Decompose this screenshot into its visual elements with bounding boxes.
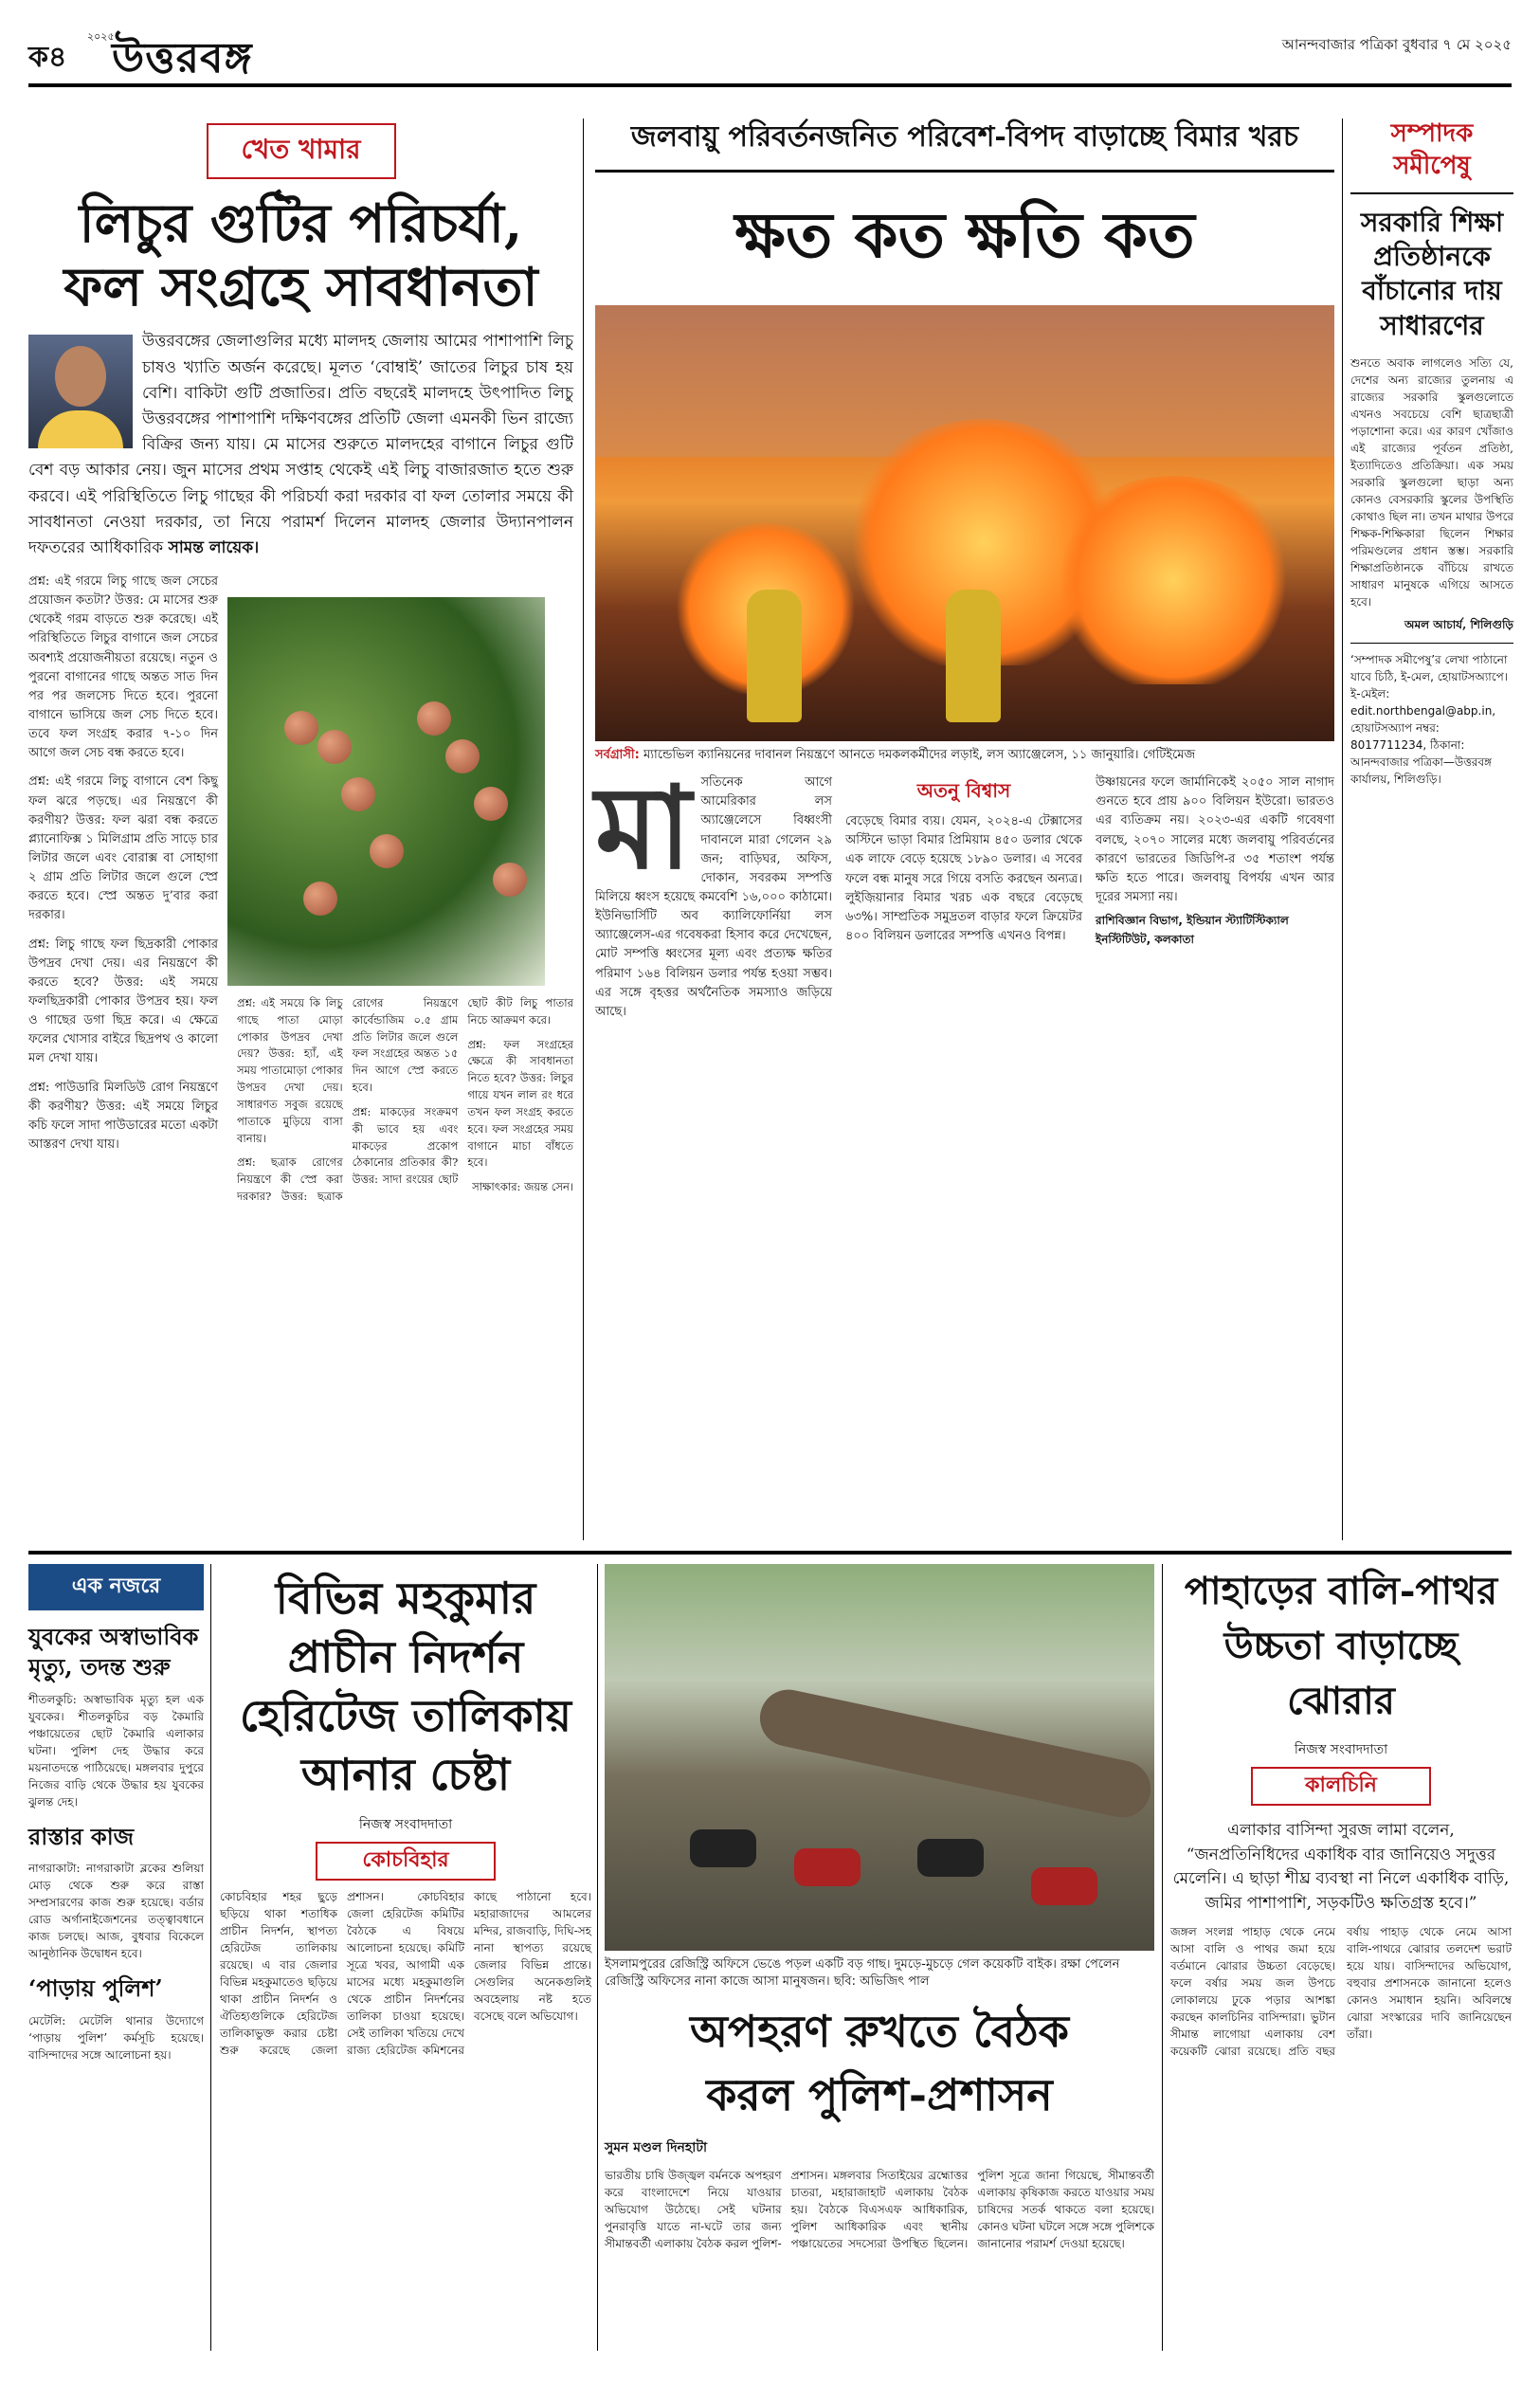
- column-divider: [597, 1564, 598, 2351]
- caption-label: সর্বগ্রাসী:: [595, 748, 640, 762]
- brief-title: ‘পাড়ায় পুলিশ’: [28, 1974, 163, 2003]
- tree-trunk: [754, 1684, 1154, 1823]
- brief-title: রাস্তার কাজ: [28, 1822, 135, 1850]
- letter-title: সরকারি শিক্ষা প্রতিষ্ঠানকে বাঁচানোর দায় সাধারণের: [1360, 206, 1504, 341]
- intro-text: উত্তরবঙ্গের জেলাগুলির মধ্যে মালদহ জেলায় আমের পাশাপাশি লিচু চাষও খ্যাতি অর্জন করেছে। মূলত ‘বোম্বাই’ জাতের লিচুর চাষ হয় বেশি। বাকিটা গুটি প্রজাতির। প্রতি বছরেই মালদহে উৎপাদিত লিচু উত্তরবঙ্গের পাশাপাশি দক্ষিণবঙ্গের প্রতিটি জেলা এমনকী ভিন রাজ্যে বিক্রির জন্য যায়। মে মাসের শুরুতে মালদহের বাগানে লিচুর গুটি বেশ বড় আকার নেয়। জুন মাসের প্রথম সপ্তাহ থেকেই এই লিচু বাজারজাত হতে শুরু করবে। এই পরিস্থিতিতে লিচু গাছের কী পরিচর্যা করা দরকার বা ফল তোলার সময়ে কী সাবধানতা নেওয়া দরকার, তা নিয়ে পরামর্শ দিলেন মালদহ জেলার উদ্যানপালন দফতরের আধিকারিক: [28, 332, 573, 557]
- paper-date: আনন্দবাজার পত্রিকা বুধবার ৭ মে ২০২৫: [1281, 36, 1512, 53]
- reporter: সুমন মণ্ডল দিনহাটা: [605, 2139, 708, 2155]
- heritage-story: [220, 1569, 591, 2059]
- qa-columns-2: [237, 995, 573, 1206]
- brief-text: নাগরাকাটা: নাগরাকাটা ব্লকের শুলিয়া মোড় থেকে শুরু করে রাস্তা সম্প্রসারণের কাজ শুরু হয়েছে। বর্ডার রোড অর্গানাইজেশনের তত্ত্বাবধানে কাজ চলছে। আজ, বুধবার বিকেলে আনুষ্ঠানিক উদ্বোধন হবে।: [28, 1862, 204, 1961]
- stream-story: [1170, 1564, 1512, 2060]
- headline-line-1: লিচুর গুটির পরিচর্যা,: [79, 192, 523, 255]
- lychee-fruit: [370, 834, 404, 868]
- article-text: বেড়েছে বিমার ব্যয়। যেমন, ২০২৪-এ টেক্সাসের অস্টিনে ভাড়া বিমার প্রিমিয়াম ৪৫০ ডলার থেকে এক লাফে বেড়ে হয়েছে ১৮৯০ ডলার। এ সবের ফলে বন্ধ মানুষ সরে গিয়ে বসতি করছেন অন্যত্র। লুইজ়িয়ানার বিমার খরচ এক বছরে বেড়েছে ৬৩%। সাম্প্রতিক সমুদ্রতল বাড়ার ফলে ক্রিয়েটর ৪০০ বিলিয়ন ডলারের সম্পত্তি এখনও বিপন্ন।: [845, 814, 1082, 944]
- heritage-headline: বিভিন্ন মহকুমার প্রাচীন নিদর্শন হেরিটেজ তালিকায় আনার চেষ্টা: [240, 1573, 571, 1801]
- section-title: উত্তরবঙ্গ: [112, 34, 253, 82]
- stream-body: জঙ্গল সংলগ্ন পাহাড় থেকে নেমে আসা বালি ও পাথর জমা হয়ে বর্তমানে ঝোরার উচ্চতা বেড়েছে। ফলে বর্ষার সময় জল উপচে লোকালয়ে ঢুকে পড়ার আশঙ্কা করছেন কালচিনির বাসিন্দারা। ভুটান সীমান্ত লাগোয়া এলাকায় বেশ কয়েকটি ঝোরা রয়েছে। প্রতি বছর বর্ষায় পাহাড় থেকে নেমে আসা বালি-পাথরে ঝোরার তলদেশ ভরাট হয়ে যায়। বাসিন্দাদের অভিযোগ, বহুবার প্রশাসনকে জানানো হলেও কোনও সমাধান হয়নি। অবিলম্বে ঝোরা সংস্কারের দাবি জানিয়েছেন তাঁরা।: [1170, 1925, 1512, 2058]
- farm-headline: [28, 192, 573, 319]
- article-col-3: [1096, 773, 1334, 1022]
- bike: [794, 1848, 861, 1886]
- qa-column-1: [28, 573, 218, 1155]
- column-divider: [210, 1564, 211, 2351]
- lychee-fruit: [303, 882, 337, 916]
- letter-body: শুনতে অবাক লাগলেও সত্যি যে, দেশের অন্য রাজ্যের তুলনায় এ রাজ্যের সরকারি স্কুলগুলোতে এখনও সবচেয়ে বেশি ছাত্রছাত্রী পড়াশোনা করে। এর কারণ খোঁজাও এই রাজ্যের পূর্বতন প্রতিষ্ঠা, ইত্যাদিতেও প্রতিক্রিয়া। এক সময় সরকারি স্কুলগুলো ছাড়া অন্য কোনও বেসরকারি স্কুলের উপস্থিতি কোথাও ছিল না। তখন মাথার উপরে শিক্ষক-শিক্ষিকারা ছিলেন শিক্ষার পরিমণ্ডলের প্রধান স্তম্ভ। সরকারি শিক্ষাপ্রতিষ্ঠানকে বাঁচিয়ে রাখতে সাধারণ মানুষকে এগিয়ে আসতে হবে।: [1350, 356, 1513, 609]
- column-divider: [1162, 1564, 1163, 2351]
- qa-item: প্রশ্ন: মাকড়ের সংক্রমণ কী ভাবে হয় এবং মাকড়ের প্রকোপ ঠেকানোর প্রতিকার কী? উত্তর: সাদা রংয়ের ছোট ছোট কীট লিচু পাতার নিচে আক্রমণ করে।: [352, 996, 573, 1187]
- letters-column: [1350, 118, 1513, 788]
- article-text: উষ্ণায়নের ফলে জার্মানিকেই ২০৫০ সাল নাগাদ গুনতে হবে প্রায় ৯০০ বিলিয়ন ইউরো। ভারতও এর ব্যতিক্রম নয়। ২০২৩-এর একটি গবেষণা বলছে, ২০৭০ সালের মধ্যে জলবায়ু পরিবর্তনের কারণে ভারতের জিডিপি-র ৩৫ শতাংশ পর্যন্ত ক্ষতি হতে পারে। জলবায়ু বিপর্যয় এখন আর দূরের সমস্যা নয়।: [1096, 775, 1334, 905]
- farm-intro: [28, 329, 573, 561]
- brief-text: শীতলকুচি: অস্বাভাবিক মৃত্যু হল এক যুবকের। শীতলকুচির বড় কৈমারি পঞ্চায়েতের ছোট কৈমারি এলাকার ঘটনা। পুলিশ দেহ উদ্ধার করে ময়নাতদন্তে পাঠিয়েছে। মঙ্গলবার দুপুরে নিজের বাড়ি থেকে উদ্ধার হয় যুবকের ঝুলন্ত দেহ।: [28, 1692, 204, 1809]
- brief-text: মেটেলি: মেটেলি থানার উদ্যোগে ‘পাড়ায় পুলিশ’ কর্মসূচি হয়েছে। বাসিন্দাদের সঙ্গে আলোচনা হয়।: [28, 2013, 204, 2062]
- drop-cap: মা: [595, 761, 692, 896]
- stream-headline: পাহাড়ের বালি-পাথর উচ্চতা বাড়াচ্ছে ঝোরার: [1184, 1569, 1498, 1723]
- lychee-fruit: [417, 701, 451, 736]
- letters-label: [1350, 118, 1513, 194]
- photo-caption: ইসলামপুরের রেজিস্ট্রি অফিসে ভেঙে পড়ল একটি বড় গাছ। দুমড়ে-মুচড়ে গেল কয়েকটি বাইক। রক্ষা পেলেন রেজিস্ট্রি অফিসের নানা কাজে আসা মানুষজন। ছবি: অভিজিৎ পাল: [605, 1957, 1120, 1990]
- article-col-1: [595, 761, 832, 1022]
- submission-note: ‘সম্পাদক সমীপেষু’র লেখা পাঠানো যাবে চিঠি, ই-মেল, হোয়াটসঅ্যাপে। ই-মেইল: edit.northbengal@abp.in, হোয়াটসঅ্যাপ নম্বর: 8017711234, ঠিকানা: আনন্দবাজার পত্রিকা—উত্তরবঙ্গ কার্যালয়, শিলিগুড়ি।: [1350, 643, 1513, 788]
- dateline: কোচবিহার: [316, 1842, 496, 1881]
- article-text: সতিনেক আগে আমেরিকার লস অ্যাঞ্জেলেসে বিধ্বংসী দাবানলে মারা গেলেন ২৯ জন; বাড়িঘর, অফিস, দোকান, সবরকম সম্পত্তি মিলিয়ে ধ্বংস হয়েছে কমবেশি ১৬,০০০ কাঠামো। ইউনিভার্সিটি অব ক্যালিফোর্নিয়া লস অ্যাঞ্জেলেস-এর গবেষকরা হিসাব করে দেখেছেন, মোট সম্পত্তি ধ্বংসের মূল্য এবং প্রত্যক্ষ ক্ষতির পরিমাণ ১৬৪ বিলিয়ন ডলার পর্যন্ত হওয়া সম্ভব। এর সঙ্গে বৃহত্তর অর্থনৈতিক সমস্যাও জড়িয়ে আছে।: [595, 775, 832, 1019]
- header-year: ২০২৫: [87, 30, 115, 43]
- headline-line-2: করল পুলিশ-প্রশাসন: [706, 2069, 1053, 2121]
- section-rule: [28, 1551, 1512, 1555]
- interview-credit: সাক্ষাৎকার: জয়ন্ত সেন।: [472, 1180, 573, 1194]
- insurance-story: [595, 114, 1334, 1022]
- page-number: ক৪: [28, 41, 67, 74]
- expert-name: সামন্ত লায়েক।: [168, 537, 260, 557]
- story-kicker: জলবায়ু পরিবর্তনজনিত পরিবেশ-বিপদ বাড়াচ্ছে বিমার খরচ: [595, 114, 1334, 173]
- header-rule: [28, 83, 1512, 87]
- lychee-fruit: [317, 730, 352, 764]
- police-story: [605, 1564, 1154, 2252]
- qa-item: প্রশ্ন: এই গরমে লিচু বাগানে বেশ কিছু ফল ঝরে পড়ছে। এর নিয়ন্ত্রণে কী করণীয়? উত্তর: ফল ঝরা বন্ধ করতে প্ল্যানোফিক্স ১ মিলিগ্রাম প্রতি সাড়ে চার লিটার জলে এবং বোরাক্স বা সোহাগা ২ গ্রাম প্রতি লিটার জলে গুলে স্প্রে করতে হবে। স্প্রে অন্তত দু’বার করা দরকার।: [28, 774, 218, 923]
- lychee-fruit: [493, 863, 527, 897]
- bike: [917, 1839, 984, 1877]
- flame: [1050, 476, 1296, 684]
- firefighter: [946, 590, 1001, 722]
- lychee-fruit: [284, 711, 318, 745]
- firefighter: [747, 590, 802, 722]
- dateline: কালচিনি: [1251, 1767, 1431, 1806]
- headline-line-2: ফল সংগ্রহে সাবধানতা: [63, 256, 538, 319]
- photo-caption: [595, 747, 1334, 764]
- police-headline: [605, 2000, 1154, 2126]
- lychee-photo: [227, 597, 545, 986]
- wildfire-photo: [595, 305, 1334, 741]
- letter-signoff: অমল আচার্য, শিলিগুড়ি: [1404, 618, 1513, 632]
- qa-item: প্রশ্ন: এই গরমে লিচু গাছে জল সেচের প্রয়োজন কতটা? উত্তর: মে মাসের শুরু থেকেই গরম বাড়তে শুরু করেছে। এই পরিস্থিতিতে লিচুর বাগানে জল সেচের অবশ্যই প্রয়োজনীয়তা রয়েছে। নতুন ও পুরনো বাগানের গাছে অন্তত সাত দিন পর পর জলসেচ দিতে হবে। পুরনো বাগানে ভাসিয়ে জল সেচ দিতে হবে। তবে ফল সংগ্রহ করার ৭-১০ দিন আগে জল সেচ বন্ধ করতে হবে।: [28, 574, 218, 761]
- story-headline: ক্ষত কত ক্ষতি কত: [734, 198, 1195, 272]
- expert-photo: [28, 335, 133, 448]
- column-tag: খেত খামার: [207, 123, 396, 179]
- author-byline: অতনু বিশ্বাস: [916, 779, 1011, 803]
- lychee-fruit: [474, 787, 508, 821]
- caption-text: ম্যান্ডেভিল ক্যানিয়নের দাবানল নিয়ন্ত্রণে আনতে দমকলকর্মীদের লড়াই, লস অ্যাঞ্জেলেস, ১১ জানুয়ারি। গেটিইমেজ: [643, 748, 1196, 762]
- column-divider: [1342, 118, 1343, 1540]
- qa-item: প্রশ্ন: পাউডারি মিলডিউ রোগ নিয়ন্ত্রণে কী করণীয়? উত্তর: এই সময়ে লিচুর কচি ফলে সাদা পাউডারের মতো একটা আস্তরণ দেখা যায়।: [28, 1080, 218, 1152]
- author-affiliation: রাশিবিজ্ঞান বিভাগ, ইন্ডিয়ান স্ট্যাটিস্টিক্যাল ইনস্টিটিউট, কলকাতা: [1096, 914, 1289, 947]
- article-col-2: [845, 773, 1082, 1022]
- page-header: [28, 21, 1512, 89]
- bike: [1031, 1867, 1097, 1905]
- heritage-body: কোচবিহার শহর ছুড়ে ছড়িয়ে থাকা শতাধিক প্রাচীন নিদর্শন, স্থাপত্য হেরিটেজ তালিকায় রয়েছে। এ বার জেলার বিভিন্ন মহকুমাতেও ছড়িয়ে থাকা প্রাচীন নিদর্শন ও ঐতিহ্যগুলিকে হেরিটেজ তালিকাভুক্ত করার চেষ্টা শুরু করেছে জেলা প্রশাসন। কোচবিহার জেলা হেরিটেজ কমিটির বৈঠকে এ বিষয়ে আলোচনা হয়েছে। কমিটি সূত্রে খবর, আগামী এক মাসের মধ্যে মহকুমাগুলি থেকে প্রাচীন নিদর্শনের তালিকা চাওয়া হয়েছে। সেই তালিকা খতিয়ে দেখে রাজ্য হেরিটেজ কমিশনের কাছে পাঠানো হবে। মহারাজাদের আমলের মন্দির, রাজবাড়ি, দিঘি-সহ নানা স্থাপত্য রয়েছে জেলার বিভিন্ন প্রান্তে। সেগুলির অনেকগুলিই অবহেলায় নষ্ট হতে বসেছে বলে অভিযোগ।: [220, 1890, 591, 2058]
- qa-item: প্রশ্ন: এই সময়ে কি লিচু গাছে পাতা মোড়া পোকার উপদ্রব দেখা দেয়? উত্তর: হ্যাঁ, এই সময় পাতামোড়া পোকার উপদ্রব দেখা দেয়। সাধারণত সবুজ রয়েছে পাতাকে মুড়িয়ে বাসা বানায়।: [237, 996, 343, 1145]
- reporter: নিজস্ব সংবাদদাতা: [358, 1817, 453, 1833]
- qa-item: প্রশ্ন: ফল সংগ্রহের ক্ষেত্রে কী সাবধানতা নিতে হবে? উত্তর: লিচুর গায়ে যখন লাল রং ধরে তখন ফল সংগ্রহ করতে হবে। ফল সংগ্রহের সময় বাগানে মাচা বাঁধতে হবে।: [467, 1037, 573, 1170]
- letters-label-2: সমীপেষু: [1393, 151, 1471, 180]
- lychee-fruit: [445, 739, 480, 773]
- qa-item: প্রশ্ন: লিচু গাছে ফল ছিদ্রকারী পোকার উপদ্রব দেখা দেয়। এর নিয়ন্ত্রণে কী করতে হবে? উত্তর: এই সময়ে ফলছিদ্রকারী পোকার উপদ্রব হয়। ফল ও গাছের ডগা ছিদ্র করে। এ ক্ষেত্রে ফলের খোসার বাইরে ছিদ্রপথ ও কালো মল দেখা যায়।: [28, 936, 218, 1066]
- brief-title: যুবকের অস্বাভাবিক মৃত্যু, তদন্ত শুরু: [28, 1623, 199, 1682]
- reporter: নিজস্ব সংবাদদাতা: [1294, 1742, 1388, 1757]
- lychee-fruit: [341, 777, 375, 811]
- column-divider: [583, 118, 584, 1540]
- headline-line-1: অপহরণ রুখতে বৈঠক: [690, 2006, 1069, 2058]
- bike: [690, 1829, 756, 1867]
- fallen-tree-photo: [605, 1564, 1154, 1951]
- pull-quote: এলাকার বাসিন্দা সুরজ লামা বলেন, “জনপ্রতিনিধিদের একাধিক বার জানিয়েও সদুত্তর মেলেনি। এ ছাড়া শীঘ্র ব্যবস্থা না নিলে একাধিক বাড়ি, জমির পাশাপাশি, সড়কটিও ক্ষতিগ্রস্ত হবে।”: [1172, 1821, 1510, 1913]
- briefs-column: [28, 1564, 204, 2064]
- police-body: ভারতীয় চাষি উজ্জ্বল বর্মনকে অপহরণ করে বাংলাদেশে নিয়ে যাওয়ার অভিযোগ উঠেছে। সেই ঘটনার পুনরাবৃত্তি যাতে না-ঘটে তার জন্য সীমান্তবর্তী এলাকায় বৈঠক করল পুলিশ-প্রশাসন। মঙ্গলবার সিতাইয়ের ব্রহ্মোত্তর চাতরা, মহারাজাহাট এলাকায় বৈঠক হয়। বৈঠকে বিএসএফ আধিকারিক, পুলিশ আধিকারিক এবং স্থানীয় পঞ্চায়েতের সদস্যেরা উপস্থিত ছিলেন। পুলিশ সূত্রে জানা গিয়েছে, সীমান্তবর্তী এলাকায় কৃষিকাজ করতে যাওয়ার সময় চাষিদের সতর্ক থাকতে বলা হয়েছে। কোনও ঘটনা ঘটলে সঙ্গে সঙ্গে পুলিশকে জানানোর পরামর্শ দেওয়া হয়েছে।: [605, 2168, 1154, 2250]
- qa-item: প্রশ্ন: ছত্রাক রোগের নিয়ন্ত্রণে কী স্প্রে করা দরকার? উত্তর: ছত্রাক রোগের নিয়ন্ত্রণে কার্বেন্ডাজিম ০.৫ গ্রাম প্রতি লিটার জলে গুলে ফল সংগ্রহের অন্তত ১৫ দিন আগে স্প্রে করতে হবে।: [237, 996, 459, 1203]
- briefs-label: এক নজরে: [28, 1564, 204, 1610]
- expert-shirt: [38, 410, 123, 448]
- expert-face: [55, 346, 106, 407]
- letters-label-1: সম্পাদক: [1390, 119, 1474, 148]
